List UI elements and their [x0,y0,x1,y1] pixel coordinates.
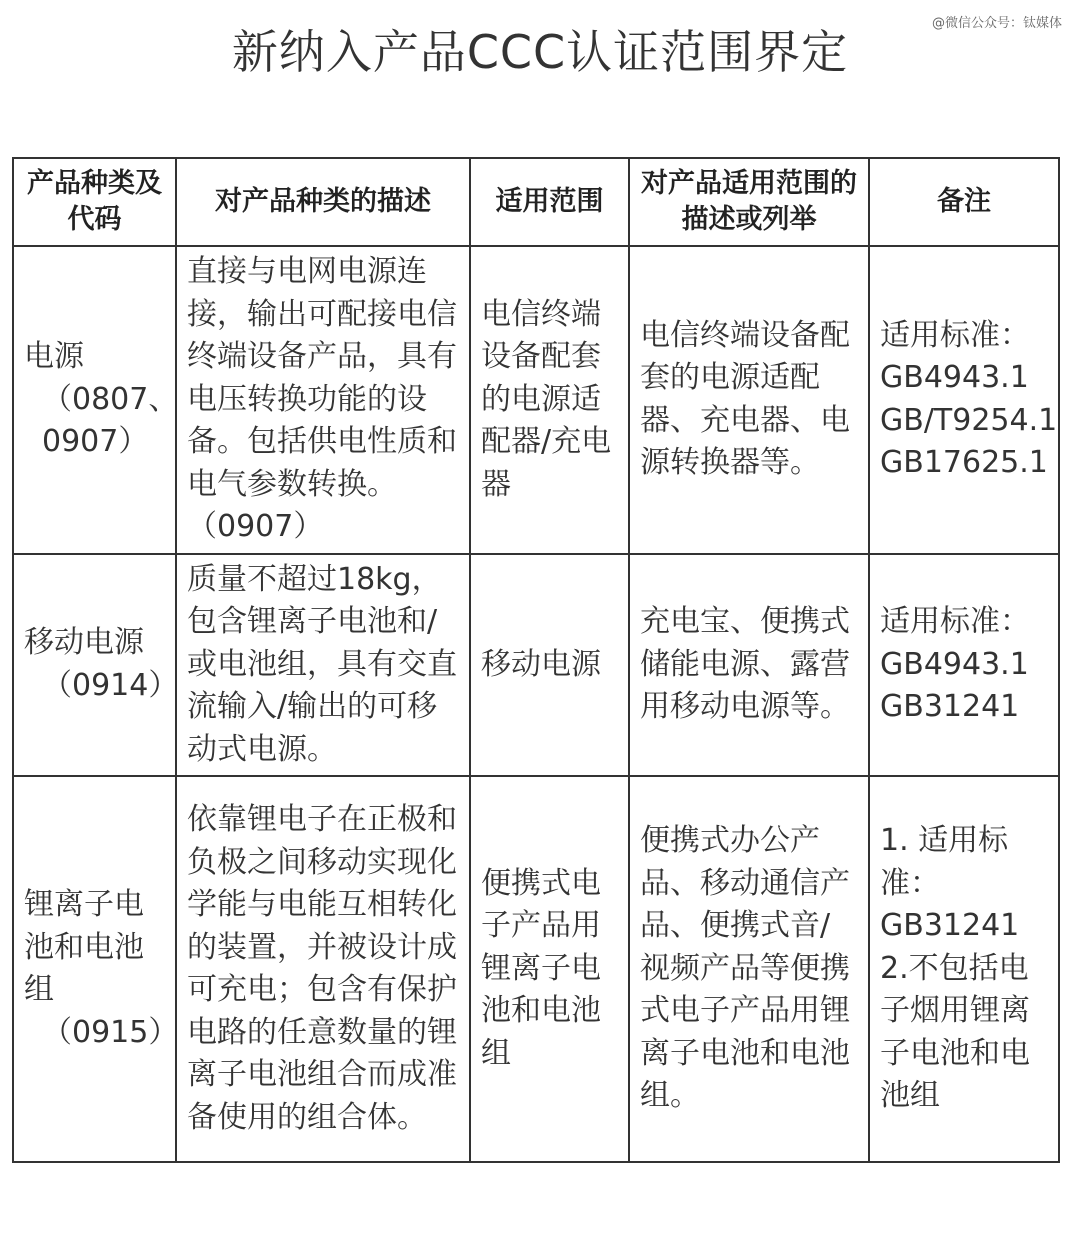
ccc-scope-table [12,157,1060,1163]
table-header-row [13,158,1059,246]
header-scope: 适用范围 [470,158,629,246]
description-cell: 质量不超过18kg，包含锂离子电池和/或电池组，具有交直流输入/输出的可移动式电源。 [176,554,470,777]
header-notes: 备注 [869,158,1059,246]
table-row [13,776,1059,1162]
examples-cell: 充电宝、便携式储能电源、露营用移动电源等。 [629,554,869,777]
product-name: 移动电源 [24,625,144,661]
scope-cell: 便携式电子产品用锂离子电池和电池组 [470,776,629,1162]
description-cell: 直接与电网电源连接，输出可配接电信终端设备产品，具有电压转换功能的设备。包括供电性质和电气参数转换。（0907） [176,246,470,554]
product-code: （0914） [42,667,179,703]
product-category-cell [13,554,179,777]
watermark: @微信公众号：钛媒体 [931,16,1062,31]
description-cell: 依靠锂电子在正极和负极之间移动实现化学能与电能互相转化的装置，并被设计成可充电；包含有保护电路的任意数量的锂离子电池组合而成准备使用的组合体。 [176,776,470,1162]
examples-cell: 电信终端设备配套的电源适配器、充电器、电源转换器等。 [629,246,869,554]
table-row [13,246,1059,554]
header-description: 对产品种类的描述 [176,158,470,246]
examples-cell: 便携式办公产品、移动通信产品、便携式音/视频产品等便携式电子产品用锂离子电池和电池组。 [629,776,869,1162]
scope-cell: 移动电源 [470,554,629,777]
product-code: （0915） [42,1014,179,1050]
product-name: 电源 [24,339,84,374]
product-code: （0807、0907） [42,381,179,459]
page-title: 新纳入产品CCC认证范围界定 [231,25,849,79]
product-name: 锂离子电池和电池组 [24,887,144,1007]
notes-cell: 适用标准：GB4943.1 GB31241 [869,554,1059,777]
scope-cell: 电信终端设备配套的电源适配器/充电器 [470,246,629,554]
notes-cell: 1. 适用标准：GB31241 2.不包括电子烟用锂离子电池和电池组 [869,776,1059,1162]
header-product-category: 产品种类及代码 [13,158,176,246]
header-scope-examples: 对产品适用范围的描述或列举 [629,158,869,246]
notes-cell: 适用标准：GB4943.1 GB/T9254.1 GB17625.1 [869,246,1059,554]
product-category-cell [13,246,179,554]
table-row [13,554,1059,777]
product-category-cell [13,776,179,1162]
